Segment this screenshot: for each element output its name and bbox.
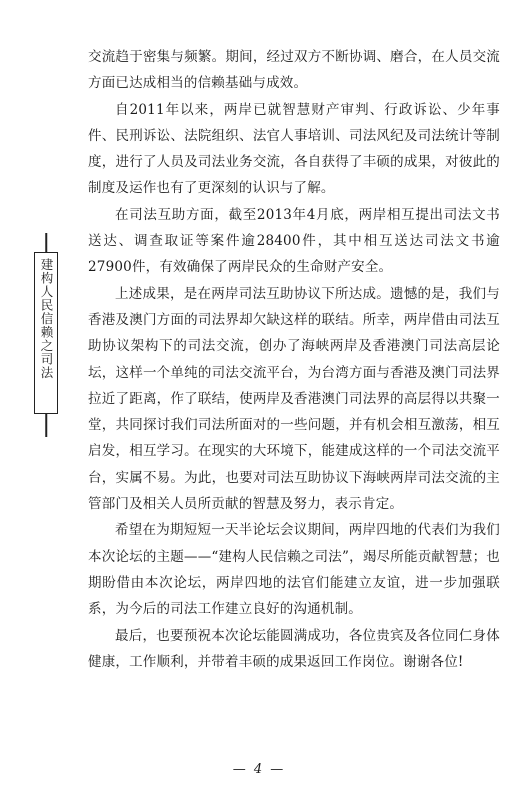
paragraph-2: 自2011年以来，两岸已就智慧财产审判、行政诉讼、少年事件、民刑诉讼、法院组织、法官人事培训、司法风纪及司法统计等制度，进行了人员及司法业务交流，各自获得了丰硕的成果，对彼此的制度及运作也有了更深刻的认识与了解。 — [88, 101, 500, 197]
paragraph-5: 希望在为期短短一天半论坛会议期间，两岸四地的代表们为我们本次论坛的主题——“建构人民信赖之司法”，竭尽所能贡献智慧；也期盼借由本次论坛，两岸四地的法官们能建立友谊，进一步加强联系，为今后的司法工作建立良好的沟通机制。 — [88, 522, 500, 618]
page-number: — 4 — — [232, 762, 286, 777]
paragraph-4: 上述成果，是在两岸司法互助协议下所达成。遗憾的是，我们与香港及澳门方面的司法界却欠缺这样的联结。所幸，两岸借由司法互助协议架构下的司法交流，创办了海峡两岸及香港澳门司法高层论坛，这样一个单纯的司法交流平台，为台湾方面与香港及澳门司法界拉近了距离，作了联结，使两岸及香港澳门司法界的高层得以共聚一堂，共同探讨我们司法所面对的一些问题，并有机会相互激荡，相互启发，相互学习。在现实的大环境下，能建成这样的一个司法交流平台，实属不易。为此，也要对司法互助协议下海峡两岸司法交流的主管部门及相关人员所贡献的智慧及努力，表示肯定。 — [88, 285, 500, 513]
side-tab — [34, 252, 58, 414]
paragraph-6: 最后，也要预祝本次论坛能圆满成功，各位贵宾及各位同仁身体健康，工作顺利，并带着丰硕的成果返回工作岗位。谢谢各位! — [88, 627, 500, 670]
side-tab-title: 建构人民信赖之司法 — [39, 258, 54, 380]
body-text — [88, 44, 500, 675]
paragraph-3: 在司法互助方面，截至2013年4月底，两岸相互提出司法文书送达、调查取证等案件逾28400件，其中相互送达司法文书逾27900件，有效确保了两岸民众的生命财产安全。 — [88, 206, 500, 276]
paragraph-1: 交流趋于密集与频繁。期间，经过双方不断协调、磨合，在人员交流方面已达成相当的信赖基础与成效。 — [88, 49, 500, 92]
